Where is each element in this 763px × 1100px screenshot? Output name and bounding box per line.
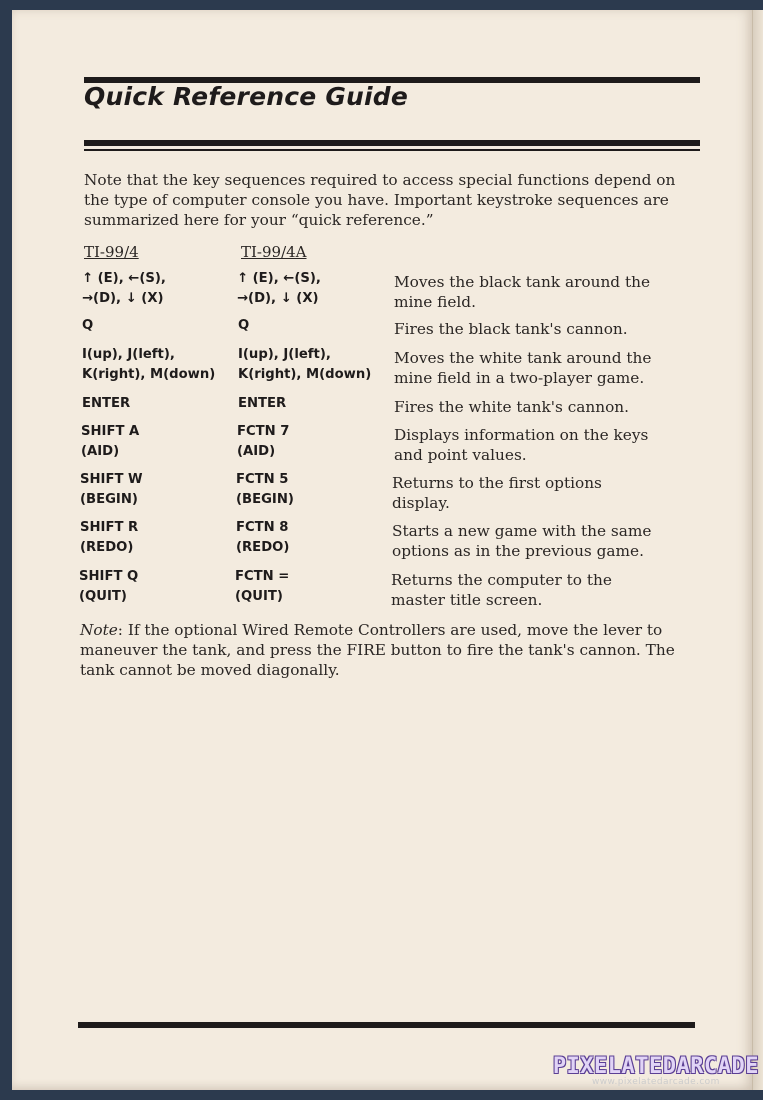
key-ti994a: FCTN 5 (BEGIN) [236,472,294,507]
page-spine [752,10,763,1090]
key-description: Moves the white tank around the mine field in a two-player game. [394,349,652,387]
key-ti994a: FCTN = (QUIT) [235,569,290,604]
watermark [553,1054,759,1087]
key-ti994a: Q [238,318,250,333]
key-ti994: SHIFT R (REDO) [80,520,139,555]
intro-paragraph: Note that the key sequences required to access special functions depend on the type of computer console you have. Important keystroke sequences are summarized here for your “quick reference.” [84,171,676,229]
key-description: Returns the computer to the master title screen. [391,571,612,609]
key-description: Fires the white tank's cannon. [394,398,630,416]
manual-page [12,10,752,1090]
key-ti994a: ENTER [238,396,287,411]
bottom-rule [78,1022,695,1028]
title-rule-thin [84,149,700,151]
watermark-url: www.pixelatedarcade.com [592,1077,720,1087]
key-ti994: ↑ (E), ←(S), →(D), ↓ (X) [82,271,166,306]
key-ti994a: ↑ (E), ←(S), →(D), ↓ (X) [237,271,321,306]
key-ti994: I(up), J(left), K(right), M(down) [82,347,216,382]
key-ti994: Q [82,318,94,333]
page-title: Quick Reference Guide [84,82,409,111]
key-description: Displays information on the keys and point values. [394,426,649,464]
note-text: : If the optional Wired Remote Controllers are used, move the lever to maneuver the tank, and press the FIRE button to fire the tank's cannon. The tank cannot be moved diagonally. [80,621,675,679]
key-ti994: SHIFT A (AID) [81,424,140,459]
key-description: Returns to the first options display. [392,474,602,512]
key-ti994: ENTER [82,396,131,411]
column-header-ti994a: TI-99/4A [241,243,307,261]
key-ti994a: FCTN 7 (AID) [237,424,290,459]
key-description: Starts a new game with the same options as in the previous game. [392,522,652,560]
key-ti994: SHIFT Q (QUIT) [79,569,139,604]
key-description: Fires the black tank's cannon. [394,320,628,338]
key-ti994a: FCTN 8 (REDO) [236,520,290,555]
note-paragraph [80,620,710,680]
key-ti994a: I(up), J(left), K(right), M(down) [238,347,372,382]
column-header-ti994: TI-99/4 [84,243,139,261]
title-rule-thick [84,140,700,146]
note-label: Note [80,621,118,639]
key-description: Moves the black tank around the mine field. [394,273,650,311]
key-ti994: SHIFT W (BEGIN) [80,472,143,507]
watermark-logo: PIXELATEDARCADE [552,1054,759,1079]
